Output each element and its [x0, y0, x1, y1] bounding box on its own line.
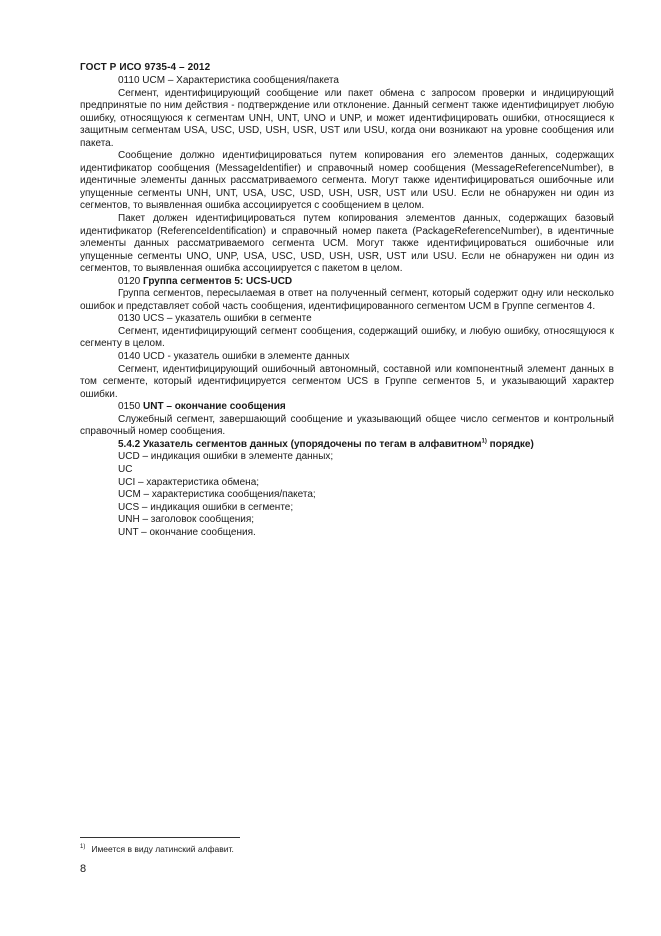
- clause-0120-paragraph: Группа сегментов, пересылаемая в ответ на полученный сегмент, который содержит одну или несколько ошибок и представляет собой часть сообщения, идентифицированного сегментом UCM в Группе сегментов 4.: [80, 288, 614, 312]
- list-item: UC: [118, 463, 133, 475]
- section-5-4-2-heading: [80, 439, 614, 452]
- clause-0110-paragraph-3: Пакет должен идентифицироваться путем копирования элементов данных, содержащих базовый идентификатор (ReferenceIdentification) и справочный номер пакета (PackageReferenceNumber), в идентичные элементы данных рассматриваемого сегмента UCM. Могут также идентифицироваться ошибочные или упущенные сегменты UNO, UNP, USA, USC, USD, USH, USR, UST или USU. Если не обнаружен ни один из сегментов, то выявленная ошибка ассоциируется с пакетом в целом.: [80, 213, 614, 275]
- list-item: UCS – индикация ошибки в сегменте;: [118, 501, 294, 513]
- document-header: ГОСТ Р ИСО 9735-4 – 2012: [80, 62, 211, 73]
- section-title: 5.4.2 Указатель сегментов данных (упорядочены по тегам в алфавитном: [118, 438, 482, 450]
- clause-0150-code: 0150: [118, 401, 141, 413]
- list-item: UCM – характеристика сообщения/пакета;: [118, 489, 316, 501]
- clause-0150-title: UNT – окончание сообщения: [143, 401, 286, 413]
- clause-0150-paragraph: Служебный сегмент, завершающий сообщение и указывающий общее число сегментов и контрольный справочный номер сообщения.: [80, 413, 614, 438]
- list-item: UCD – индикация ошибки в элементе данных;: [118, 451, 334, 463]
- footnote-reference: 1): [481, 438, 487, 445]
- footnote-mark: 1): [80, 844, 86, 851]
- clause-0140-title: 0140 UCD - указатель ошибки в элементе данных: [118, 351, 350, 363]
- clause-0110-paragraph-1: Сегмент, идентифицирующий сообщение или пакет обмена с запросом проверки и индицирующий предпринятые по ним действия - подтверждение или отклонение. Данный сегмент также идентифицирует любую ошибку, относящуюся к сегментам UNH, UNT, UNO и UNP, и может идентифицировать ошибки, относящиеся к защитным сегментам USA, USC, USD, USH, USR, UST или USU, когда они возникают на уровне сообщения или пакета.: [80, 87, 614, 149]
- clause-0140-paragraph: Сегмент, идентифицирующий ошибочный автономный, составной или компонентный элемент данных в том сегменте, который идентифицируется сегментом UCS в Группе сегментов 5, и указывающий характер ошибки.: [80, 363, 614, 400]
- clause-0120-heading: [80, 276, 614, 289]
- clause-0130-title: 0130 UCS – указатель ошибки в сегменте: [118, 313, 312, 325]
- body-text: [80, 75, 614, 539]
- clause-0120-title: Группа сегментов 5: UCS-UCD: [143, 275, 293, 287]
- list-item: UNT – окончание сообщения.: [118, 526, 256, 538]
- clause-0110-title: 0110 UCM – Характеристика сообщения/пакета: [118, 75, 339, 86]
- clause-0130-paragraph: Сегмент, идентифицирующий сегмент сообщения, содержащий ошибку, и любую ошибку, относящуюся к сегменту в целом.: [80, 325, 614, 350]
- list-item: UNH – заголовок сообщения;: [118, 514, 255, 526]
- footnote: [80, 844, 234, 854]
- footnote-text: Имеется в виду латинский алфавит.: [91, 844, 234, 854]
- clause-0120-code: 0120: [118, 275, 141, 287]
- clause-0150-heading: [80, 401, 614, 414]
- clause-0110-paragraph-2: Сообщение должно идентифицироваться путем копирования его элементов данных, содержащих идентификатор сообщения (MessageIdentifier) и справочный номер сообщения (MessageReferenceNumber), в идентичные элементы данных рассматриваемого сегмента. Могут также идентифицироваться ошибочные или упущенные сегменты UNH, UNT, USA, USC, USD, USH, USR, UST или USU. Если не обнаружен ни один из сегментов, то выявленная ошибка ассоциируется с сообщением в целом.: [80, 150, 614, 212]
- section-title-tail: порядке): [486, 438, 534, 450]
- page-number: 8: [80, 863, 87, 875]
- segment-index-list: [80, 451, 614, 539]
- footnote-divider: [80, 837, 240, 838]
- list-item: UCI – характеристика обмена;: [118, 476, 260, 488]
